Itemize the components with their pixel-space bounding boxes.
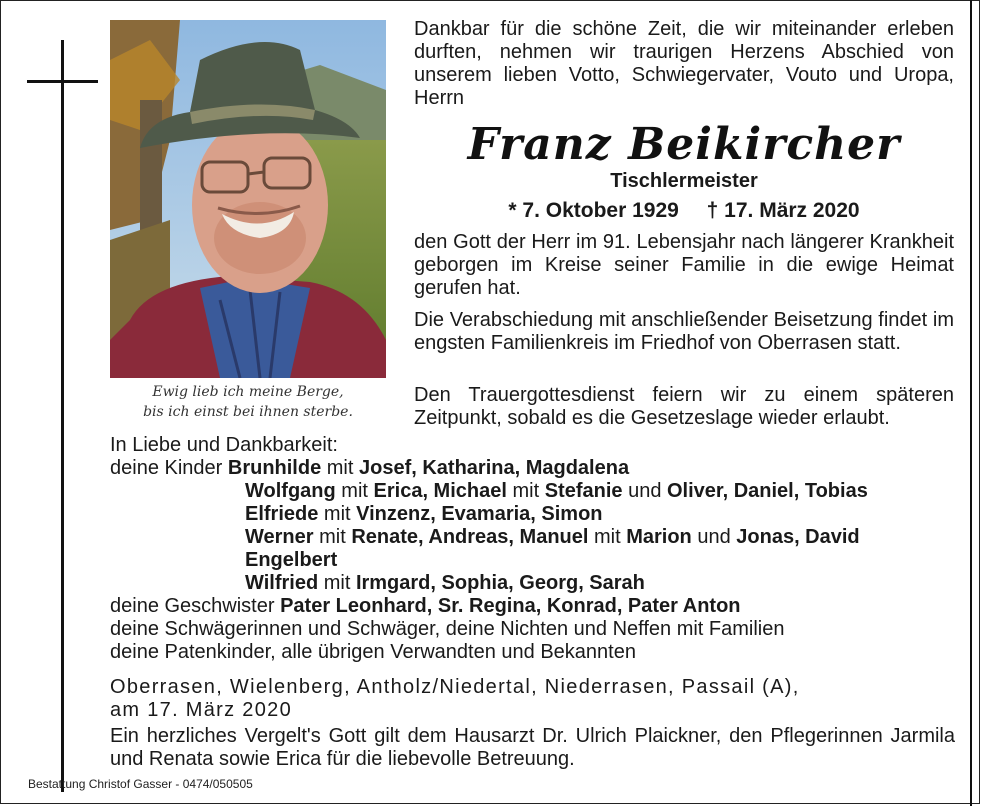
- paragraph-farewell: Die Verabschiedung mit anschließender Beisetzung findet im engsten Familienkreis im Friedhof von Oberrasen statt.: [414, 309, 954, 354]
- frame-right-border: [970, 0, 972, 806]
- funeral-home-footer: Bestattung Christof Gasser - 0474/050505: [28, 777, 253, 791]
- profession: Tischlermeister: [610, 170, 758, 192]
- family-member-name: Wilfried: [245, 572, 319, 594]
- siblings-names: Pater Leonhard, Sr. Regina, Konrad, Pater Anton: [280, 595, 741, 617]
- children-row-1: [110, 457, 960, 480]
- children-row-2: [110, 480, 960, 503]
- family-heading: In Liebe und Dankbarkeit:: [110, 434, 338, 456]
- paten-row: deine Patenkinder, alle übrigen Verwandten und Bekannten: [110, 641, 636, 663]
- connector-text: mit: [335, 480, 374, 502]
- family-member-name: Marion: [626, 526, 692, 548]
- cross-icon-horizontal: [27, 80, 98, 83]
- children-row-5: [110, 549, 960, 572]
- paragraph-service: Den Trauergottesdienst feiern wir zu einem späteren Zeitpunkt, sobald es die Gesetzeslage wieder erlaubt.: [414, 384, 954, 429]
- siblings-row: [110, 595, 960, 618]
- child-line: [245, 549, 337, 571]
- family-member-name: Wolfgang: [245, 480, 336, 502]
- thanks-text: Ein herzliches Vergelt's Gott gilt dem Hausarzt Dr. Ulrich Plaickner, den Pflegerinnen Jarmila und Renata sowie Erica für die liebevolle Betreuung.: [110, 725, 955, 770]
- child-line: [245, 503, 603, 525]
- deceased-name: Franz Beikircher: [467, 119, 901, 170]
- connector-text: und: [691, 526, 737, 548]
- family-member-name: Erica, Michael: [373, 480, 507, 502]
- child-line: [245, 526, 860, 548]
- family-member-name: Josef, Katharina, Magdalena: [359, 457, 630, 479]
- portrait-image: [110, 20, 386, 378]
- intro-text: Dankbar für die schöne Zeit, die wir miteinander erleben durften, nehmen wir traurigen Herzens Abschied von unserem lieben Votto, Schwiegervater, Vouto und Uropa, Herrn: [414, 18, 954, 109]
- places-block: [110, 676, 960, 722]
- children-row-3: [110, 503, 960, 526]
- family-member-name: Jonas, David: [736, 526, 860, 548]
- kinder-label: deine Kinder: [110, 457, 228, 479]
- portrait-photo: [110, 20, 386, 378]
- family-member-name: Irmgard, Sophia, Georg, Sarah: [355, 572, 645, 594]
- children-row-6: [110, 572, 960, 595]
- connector-text: mit: [313, 526, 352, 548]
- child-line: [245, 480, 868, 502]
- death-date: † 17. März 2020: [706, 199, 860, 222]
- geschwister-label: deine Geschwister: [110, 595, 281, 617]
- life-dates: [414, 198, 954, 224]
- family-member-name: Werner: [245, 526, 314, 548]
- family-member-name: Stefanie: [544, 480, 623, 502]
- child-line: [228, 457, 629, 479]
- family-member-name: Renate, Andreas, Manuel: [351, 526, 589, 548]
- children-row-4: [110, 526, 960, 549]
- caption-line-2: bis ich einst bei ihnen sterbe.: [143, 404, 353, 420]
- birth-date: * 7. Oktober 1929: [508, 199, 679, 222]
- schwaeger-row: deine Schwägerinnen und Schwäger, deine Nichten und Neffen mit Familien: [110, 618, 785, 640]
- child-line: [245, 572, 645, 594]
- cross-icon-vertical: [61, 40, 64, 792]
- paragraph-death: den Gott der Herr im 91. Lebensjahr nach längerer Krankheit geborgen im Kreise seiner Familie in die ewige Heimat gerufen hat.: [414, 231, 954, 299]
- family-member-name: Vinzenz, Evamaria, Simon: [356, 503, 603, 525]
- connector-text: mit: [318, 503, 357, 525]
- connector-text: mit: [318, 572, 356, 594]
- family-list: [110, 434, 960, 664]
- photo-caption: [110, 382, 386, 422]
- family-member-name: Oliver, Daniel, Tobias: [667, 480, 868, 502]
- family-member-name: Elfriede: [245, 503, 319, 525]
- caption-line-1: Ewig lieb ich meine Berge,: [152, 384, 344, 400]
- connector-text: und: [622, 480, 667, 502]
- connector-text: mit: [321, 457, 359, 479]
- connector-text: mit: [506, 480, 545, 502]
- connector-text: mit: [588, 526, 627, 548]
- family-member-name: Brunhilde: [227, 457, 322, 479]
- places-line: Oberrasen, Wielenberg, Antholz/Niedertal, Niederrasen, Passail (A),: [110, 676, 800, 698]
- family-member-name: Engelbert: [245, 549, 338, 571]
- date-line: am 17. März 2020: [110, 699, 292, 721]
